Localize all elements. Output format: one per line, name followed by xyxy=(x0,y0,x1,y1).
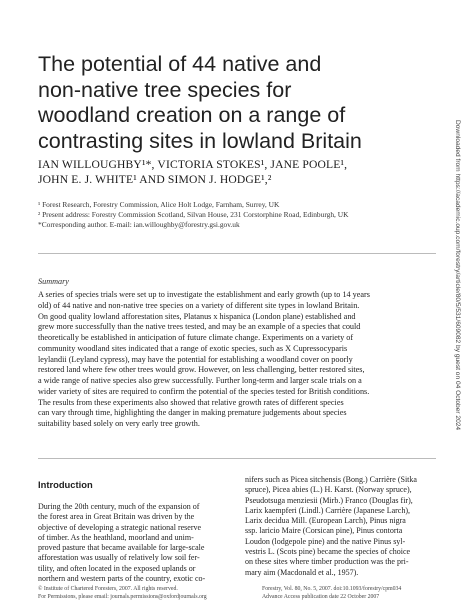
summary-line: theoretically be established in anticipation of future climate change. Experiments on a variety of xyxy=(38,333,354,342)
body-line: objective of developing a strategic national reserve xyxy=(38,522,202,532)
affiliation-line: ² Present address: Forestry Commission Scotland, Silvan House, 231 Corstorphine Road, Edinburgh, UK xyxy=(38,210,349,220)
summary-line: old) of 44 native and non-native tree species on a variety of different site types in lowland Britain. xyxy=(38,300,360,310)
title-line: The potential of 44 native and xyxy=(38,52,322,76)
body-line: on these sites where timber production was the pri- xyxy=(245,557,409,567)
author-line: JOHN E. J. WHITE¹ AND SIMON J. HODGE¹,² xyxy=(38,173,272,186)
affiliations xyxy=(38,200,448,231)
summary-line: a wide range of native species also grew successfully. Further long-term and larger scale trials on a xyxy=(38,376,362,385)
body-line: Larix decidua Mill. (European Larch), Pinus nigra xyxy=(245,516,406,526)
summary-line: restored land where few other trees would grow. However, on less challenging, better restored sites, xyxy=(38,365,365,375)
body-column-right xyxy=(245,475,435,578)
summary-line: can vary through time, highlighting the danger in making premature judgements about species xyxy=(38,408,347,418)
body-line: During the 20th century, much of the expansion of xyxy=(38,502,200,511)
divider xyxy=(38,253,436,254)
summary-line: wider variety of sites are required to confirm the potential of the species tested for British conditions. xyxy=(38,386,370,396)
body-line: Pseudotsuga menziesii (Mirb.) Franco (Douglas fir), xyxy=(245,495,413,505)
summary-line: leylandii (Leyland cypress), may have the potential for establishing a woodland cover on poorly xyxy=(38,354,353,364)
corresponding-author: *Corresponding author. E-mail: ian.willoughby@forestry.gsi.gov.uk xyxy=(38,220,240,230)
summary-line: On good quality lowland afforestation sites, Platanus x hispanica (London plane) established and xyxy=(38,311,356,321)
body-line: northern and western parts of the country, exotic co- xyxy=(38,574,206,584)
body-line: tility, and often located in the exposed uplands or xyxy=(38,563,196,573)
divider xyxy=(38,458,436,459)
section-heading-introduction: Introduction xyxy=(38,479,93,490)
title-line: contrasting sites in lowland Britain xyxy=(38,128,362,153)
body-line: proved pasture that became available for large-scale xyxy=(38,543,205,553)
copyright-footer xyxy=(38,586,238,601)
author-list xyxy=(38,157,438,187)
summary-line: grew more successfully than the native trees tested, and may be an example of a species that could xyxy=(38,322,361,332)
body-line: mary aim (Macdonald et al., 1957). xyxy=(245,567,359,577)
download-note: Downloaded from https://academic.oup.com/forestry/article/80/5/531/609082 by guest on 04 October 2024 xyxy=(454,120,461,431)
body-line: ssp. laricio Maire (Corsican pine), Pinus contorta xyxy=(245,526,403,536)
body-column-left xyxy=(38,502,228,584)
body-line: spruce), Picea abies (L.) H. Karst. (Norway spruce), xyxy=(245,485,412,495)
body-line: Loudon (lodgepole pine) and the native Pinus syl- xyxy=(245,536,406,546)
summary-line: The results from these experiments also showed that relative growth rates of different species xyxy=(38,397,344,407)
journal-footer xyxy=(262,586,447,601)
affiliation-line: ¹ Forest Research, Forestry Commission, Alice Holt Lodge, Farnham, Surrey, UK xyxy=(38,200,280,209)
summary-line: A series of species trials were set up to investigate the establishment and early growth (up to 14 years xyxy=(38,290,370,299)
body-line: the forest area in Great Britain was driven by the xyxy=(38,512,195,522)
body-line: vestris L. (Scots pine) became the species of choice xyxy=(245,547,411,557)
footer-line: Forestry, Vol. 80, No. 5, 2007. doi:10.1093/forestry/cpm034 xyxy=(262,586,402,592)
download-watermark xyxy=(451,120,463,460)
body-line: of timber. As the heathland, moorland and unim- xyxy=(38,532,194,542)
title-line: woodland creation on a range of xyxy=(38,103,346,127)
article-title xyxy=(38,52,438,154)
body-line: afforestation was usually of relatively low soil fer- xyxy=(38,553,200,563)
title-line: non-native tree species for xyxy=(38,77,292,102)
body-line: nifers such as Picea sitchensis (Bong.) Carrière (Sitka xyxy=(245,475,417,484)
summary-heading: Summary xyxy=(38,277,69,286)
summary-line: community woodland sites indicated that a range of exotic species, such as X Cupressocyparis xyxy=(38,343,348,353)
footer-line: Advance Access publication date 22 October 2007 xyxy=(262,593,380,600)
footer-line: © Institute of Chartered Foresters, 2007. All rights reserved. xyxy=(38,586,178,592)
summary-text xyxy=(38,290,440,430)
summary-line: suitability based solely on very early tree growth. xyxy=(38,419,200,428)
body-line: Larix kaempferi (Lindl.) Carrière (Japanese Larch), xyxy=(245,505,411,515)
footer-line: For Permissions, please email: journals.permissions@oxfordjournals.org xyxy=(38,593,207,600)
author-line: IAN WILLOUGHBY¹*, VICTORIA STOKES¹, JANE POOLE¹, xyxy=(38,158,348,171)
